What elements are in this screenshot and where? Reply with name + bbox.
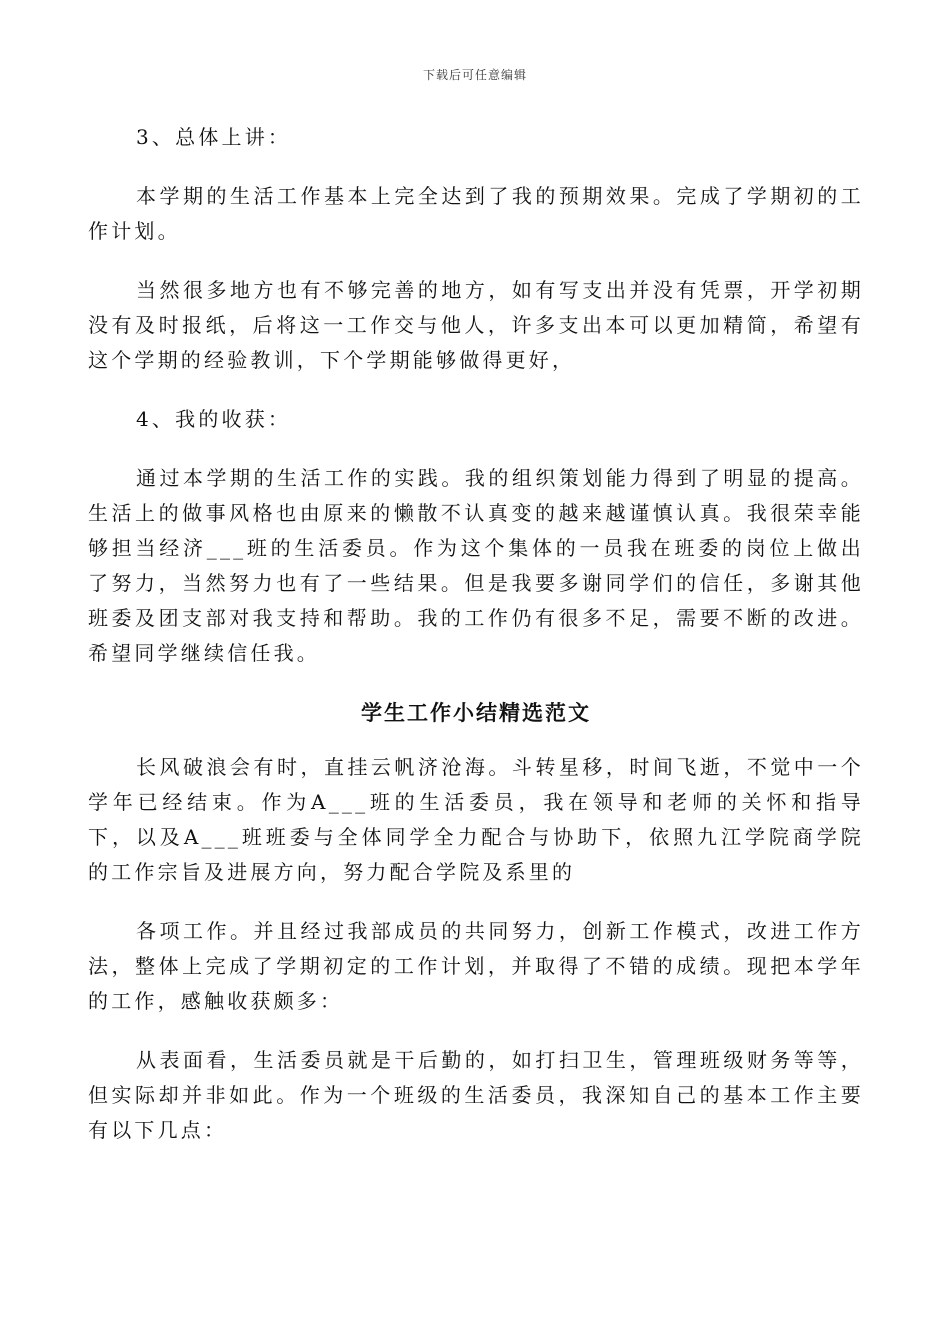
paragraph-gains-heading: 4、我的收获： (136, 407, 292, 431)
document-body (88, 120, 864, 1148)
paragraph-summary: 本学期的生活工作基本上完全达到了我的预期效果。完成了学期初的工作计划。 (88, 184, 864, 243)
section-title: 学生工作小结精选范文 (361, 700, 591, 725)
paragraph-duties: 从表面看，生活委员就是干后勤的，如打扫卫生，管理班级财务等等，但实际却并非如此。作为一个班级的生活委员，我深知自己的基本工作主要有以下几点： (88, 1048, 864, 1142)
paragraph-intro: 长风破浪会有时，直挂云帆济沧海。斗转星移，时间飞逝，不觉中一个学年已经结束。作为A___班的生活委员，我在领导和老师的关怀和指导下，以及A___班班委与全体同学全力配合与协助下，依照九江学院商学院的工作宗旨及进展方向，努力配合学院及系里的 (88, 755, 864, 884)
paragraph-summary-heading: 3、总体上讲： (136, 125, 292, 149)
page-header: 下载后可任意编辑 (422, 68, 527, 82)
paragraph-gains: 通过本学期的生活工作的实践。我的组织策划能力得到了明显的提高。生活上的做事风格也由原来的懒散不认真变的越来越谨慎认真。我很荣幸能够担当经济___班的生活委员。作为这个集体的一员我在班委的岗位上做出了努力，当然努力也有了一些结果。但是我要多谢同学们的信任，多谢其他班委及团支部对我支持和帮助。我的工作仍有很多不足，需要不断的改进。希望同学继续信任我。 (88, 466, 864, 665)
paragraph-shortcomings: 当然很多地方也有不够完善的地方，如有写支出并没有凭票，开学初期没有及时报纸，后将这一工作交与他人，许多支出本可以更加精简，希望有这个学期的经验教训，下个学期能够做得更好， (88, 278, 864, 372)
paragraph-work: 各项工作。并且经过我部成员的共同努力，创新工作模式，改进工作方法，整体上完成了学期初定的工作计划，并取得了不错的成绩。现把本学年的工作，感触收获颇多： (88, 919, 864, 1013)
